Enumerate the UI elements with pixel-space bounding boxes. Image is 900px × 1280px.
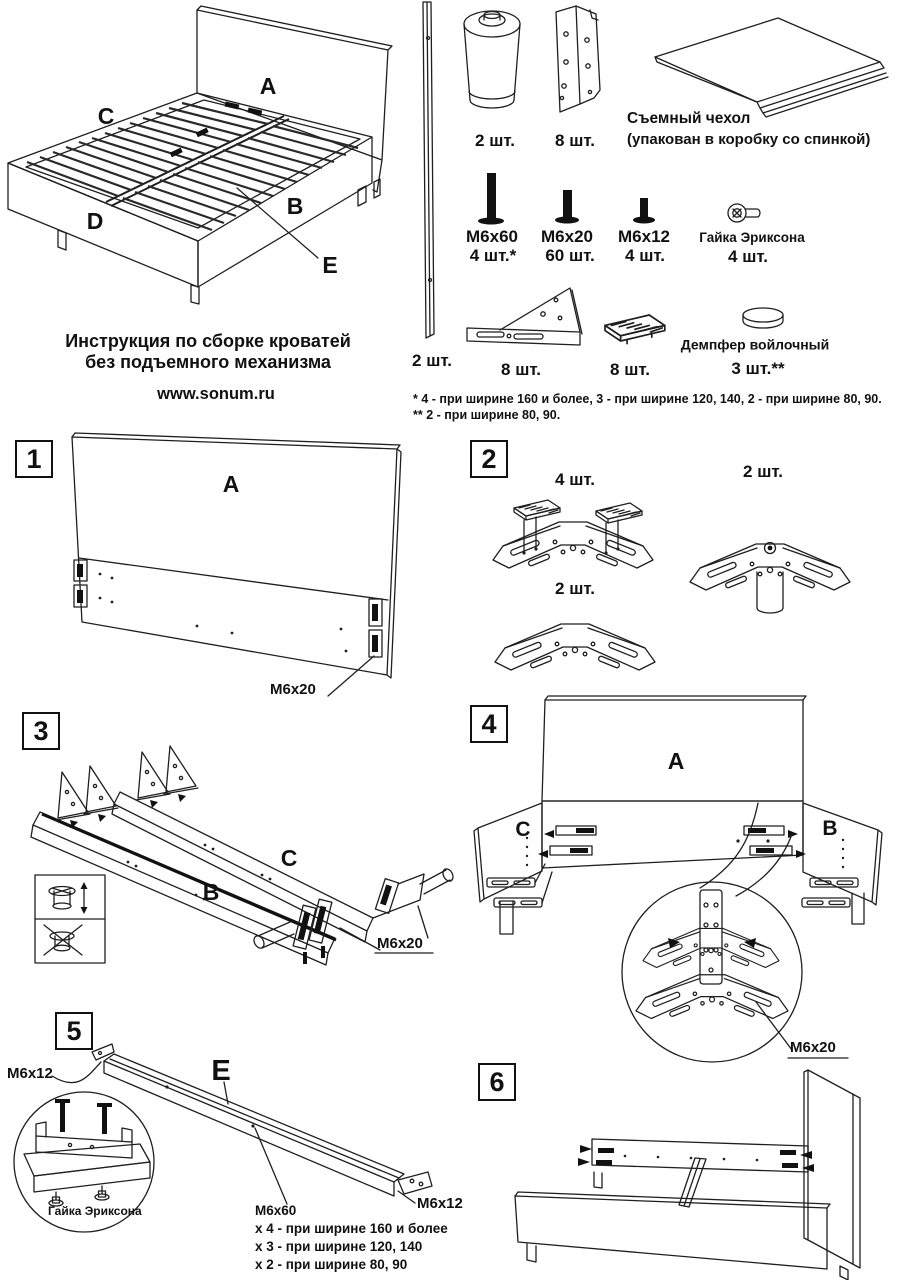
step5-screw-right-label: M6x12 (417, 1195, 463, 1212)
step3-number: 3 (22, 712, 60, 750)
website-link[interactable]: www.sonum.ru (157, 385, 275, 403)
part-screw-m6x12-name: M6x12 (618, 227, 670, 247)
part-erikson-nut-name: Гайка Эриксона (699, 229, 805, 245)
step6-drawing (515, 1070, 860, 1280)
part-long-bracket-drawing (467, 288, 582, 345)
step5-label-e: E (211, 1054, 231, 1087)
part-erikson-nut-qty: 4 шт. (728, 247, 768, 267)
step4-label-a: A (667, 747, 685, 774)
step5-nut-label: Гайка Эриксона (48, 1204, 142, 1218)
step2-drawing (493, 500, 850, 670)
step5-bolt-title: M6x60 (255, 1203, 297, 1218)
step3-label-c: C (280, 844, 298, 871)
overview-label-b: B (286, 192, 304, 219)
part-long-bracket-qty: 8 шт. (501, 360, 541, 380)
step3-screw-label: M6x20 (377, 935, 423, 952)
step1-screw-label: M6x20 (270, 681, 316, 698)
step4-screw-label: M6x20 (790, 1039, 836, 1056)
part-damper-qty: 3 шт.** (731, 359, 785, 379)
step5-bolt-line3: x 2 - при ширине 80, 90 (255, 1257, 408, 1272)
part-cover-note: (упакован в коробку со спинкой) (627, 131, 871, 148)
part-corner-bracket-qty: 8 шт. (555, 131, 595, 151)
step2-qty-pads: 4 шт. (555, 470, 595, 490)
doc-title-line1: Инструкция по сборке кроватей (65, 331, 351, 351)
footnote-1: * 4 - при ширине 160 и более, 3 - при ширине 120, 140, 2 - при ширине 80, 90. (413, 392, 882, 406)
overview-label-d: D (86, 207, 104, 234)
part-screw-m6x20-name: M6x20 (541, 227, 593, 247)
part-slat-qty: 2 шт. (412, 351, 452, 371)
doc-title-line2: без подъемного механизма (85, 352, 331, 372)
step2-qty-leg-plates: 2 шт. (743, 462, 783, 482)
step4-number: 4 (470, 705, 508, 743)
step1-number: 1 (15, 440, 53, 478)
part-screw-m6x60-name: M6x60 (466, 227, 518, 247)
part-damper-drawing (743, 308, 783, 328)
step5-bolt-line2: x 3 - при ширине 120, 140 (255, 1239, 423, 1254)
overview-label-a: A (259, 72, 277, 99)
step5-screw-left-label: M6x12 (7, 1065, 53, 1082)
overview-label-e: E (322, 251, 338, 278)
part-screws-drawing (478, 173, 655, 225)
step4-label-c: C (515, 817, 531, 841)
part-damper-name: Демпфер войлочный (680, 336, 830, 353)
footnote-2: ** 2 - при ширине 80, 90. (413, 408, 561, 422)
step4-label-b: B (822, 816, 838, 840)
part-erikson-nut-drawing (728, 204, 760, 222)
part-slat-drawing (423, 2, 434, 338)
part-pad-qty: 8 шт. (610, 360, 650, 380)
step2-qty-plain-plates: 2 шт. (555, 579, 595, 599)
step1-label-a: A (222, 470, 240, 497)
step5-number: 5 (55, 1012, 93, 1050)
part-screw-m6x60-qty: 4 шт.* (469, 246, 517, 266)
part-cover-name: Съемный чехол (627, 110, 751, 127)
step6-number: 6 (478, 1063, 516, 1101)
step5-bolt-line1: x 4 - при ширине 160 и более (255, 1221, 448, 1236)
step3-drawing (31, 746, 455, 965)
part-corner-bracket-drawing (556, 6, 600, 112)
part-leg-qty: 2 шт. (475, 131, 515, 151)
overview-label-c: C (97, 102, 115, 129)
step3-label-b: B (202, 878, 220, 905)
part-cover-drawing (655, 18, 888, 117)
step2-number: 2 (470, 440, 508, 478)
part-leg-drawing (464, 11, 520, 108)
part-pad-drawing (605, 315, 665, 344)
part-screw-m6x20-qty: 60 шт. (545, 246, 595, 266)
part-screw-m6x12-qty: 4 шт. (625, 246, 665, 266)
